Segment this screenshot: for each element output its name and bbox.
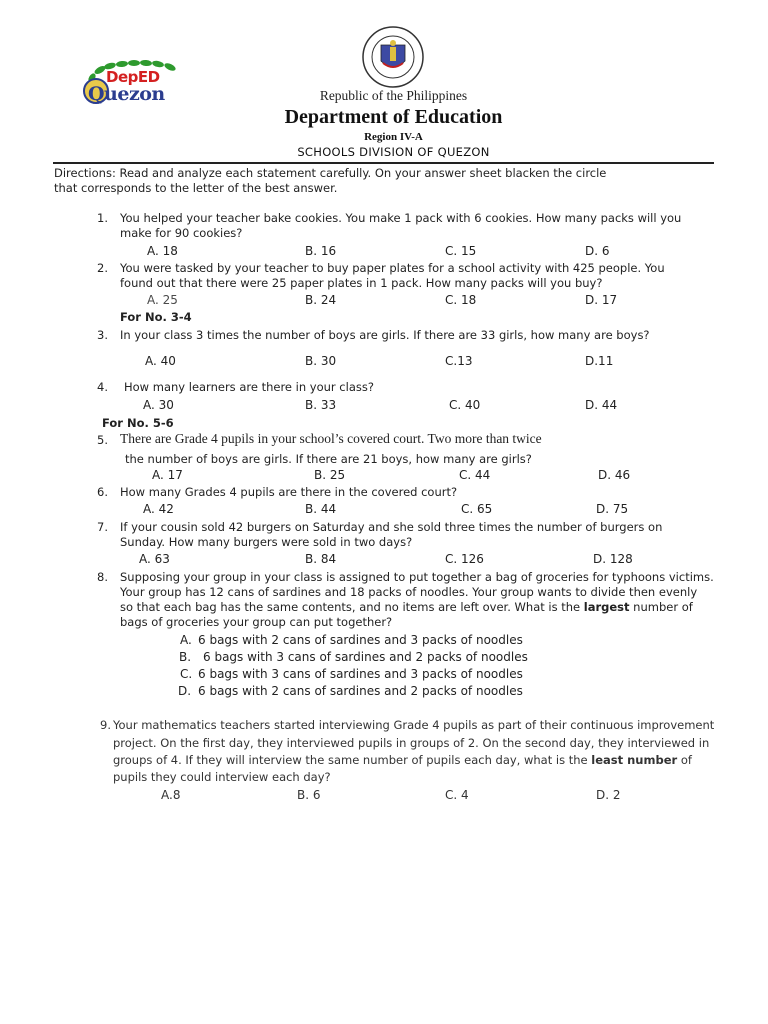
question-text-line: If your cousin sold 42 burgers on Saturday and she sold three times the number of burgers on xyxy=(120,520,663,534)
deped-logo-text: DepED xyxy=(106,68,160,86)
option-d[interactable]: D. 128 xyxy=(593,552,633,566)
emphasis-word: least number xyxy=(591,753,678,767)
option-a[interactable]: A. 42 xyxy=(143,502,174,516)
option-d[interactable]: D. 2 xyxy=(596,788,621,802)
question-text-line xyxy=(120,600,693,614)
option-a[interactable]: 6 bags with 2 cans of sardines and 3 packs of noodles xyxy=(198,633,523,647)
question-number: 3. xyxy=(97,328,108,342)
option-d[interactable]: D. 6 xyxy=(585,244,610,258)
option-d[interactable]: D. 44 xyxy=(585,398,618,412)
region-label: Region IV-A xyxy=(364,131,423,143)
option-b[interactable]: B. 24 xyxy=(305,293,337,307)
group-label: For No. 5-6 xyxy=(102,416,174,430)
option-a[interactable]: A. 18 xyxy=(147,244,178,258)
quezon-logo-text: Quezon xyxy=(88,83,165,105)
question-text-line: Your mathematics teachers started interviewing Grade 4 pupils as part of their continuous improvement xyxy=(113,718,715,732)
option-a[interactable]: A. 40 xyxy=(145,354,176,368)
emphasis-word: largest xyxy=(583,600,630,614)
option-d[interactable]: D. 17 xyxy=(585,293,618,307)
option-b[interactable]: B. 25 xyxy=(314,468,346,482)
option-b[interactable]: B. 84 xyxy=(305,552,337,566)
question-text-line: make for 90 cookies? xyxy=(120,226,243,240)
option-b[interactable]: B. 30 xyxy=(305,354,337,368)
question-text-line: You helped your teacher bake cookies. You make 1 pack with 6 cookies. How many packs will you xyxy=(120,211,682,225)
question-text-line: project. On the first day, they interviewed pupils in groups of 2. On the second day, they interviewed in xyxy=(113,736,710,750)
option-c[interactable]: C. 40 xyxy=(449,398,481,412)
question-number: 6. xyxy=(97,485,108,499)
question-number: 1. xyxy=(97,211,108,225)
option-d[interactable]: D.11 xyxy=(585,354,614,368)
directions-line-1: Directions: Read and analyze each statement carefully. On your answer sheet blacken the circle xyxy=(54,166,607,180)
option-d[interactable]: 6 bags with 2 cans of sardines and 2 packs of noodles xyxy=(198,684,523,698)
option-a[interactable]: A. 17 xyxy=(152,468,183,482)
question-text-line: the number of boys are girls. If there are 21 boys, how many are girls? xyxy=(125,452,532,466)
option-c[interactable]: C. 126 xyxy=(445,552,484,566)
republic-label: Republic of the Philippines xyxy=(319,88,468,103)
option-a[interactable]: A. 25 xyxy=(147,293,178,307)
text-segment: so that each bag has the same contents, and no items are left over. What is the xyxy=(120,600,584,614)
option-c[interactable]: C. 44 xyxy=(459,468,491,482)
option-a[interactable]: A.8 xyxy=(161,788,181,802)
option-c[interactable]: C. 18 xyxy=(445,293,477,307)
option-b[interactable]: 6 bags with 3 cans of sardines and 2 packs of noodles xyxy=(203,650,528,664)
option-a-letter: A. xyxy=(180,633,192,647)
question-text-line: Your group has 12 cans of sardines and 18 packs of noodles. Your group wants to divide then evenly xyxy=(120,585,698,599)
question-text-line: pupils they could interview each day? xyxy=(113,770,331,784)
option-a[interactable]: A. 63 xyxy=(139,552,170,566)
text-segment: of xyxy=(677,753,692,767)
department-title: Department of Education xyxy=(284,106,503,128)
question-number: 7. xyxy=(97,520,108,534)
question-text-line: found out that there were 25 paper plates in 1 pack. How many packs will you buy? xyxy=(120,276,603,290)
option-c[interactable]: C.13 xyxy=(445,354,473,368)
option-c-letter: C. xyxy=(180,667,193,681)
question-text-line: Supposing your group in your class is assigned to put together a bag of groceries for typhoons victims. xyxy=(120,570,714,584)
question-text-line: There are Grade 4 pupils in your school’s covered court. Two more than twice xyxy=(120,431,542,446)
question-number: 8. xyxy=(97,570,108,584)
text-segment: number of xyxy=(629,600,693,614)
division-label: SCHOOLS DIVISION OF QUEZON xyxy=(297,145,490,159)
question-text-line: Sunday. How many burgers were sold in two days? xyxy=(120,535,413,549)
question-text-line: How many learners are there in your class? xyxy=(124,380,374,394)
question-text-line: You were tasked by your teacher to buy paper plates for a school activity with 425 people. You xyxy=(120,261,665,275)
deped-seal xyxy=(359,25,427,89)
option-b[interactable]: B. 6 xyxy=(297,788,321,802)
option-c[interactable]: C. 65 xyxy=(461,502,493,516)
directions-line-2: that corresponds to the letter of the best answer. xyxy=(54,181,338,195)
option-b[interactable]: B. 44 xyxy=(305,502,337,516)
question-number: 4. xyxy=(97,380,108,394)
option-d-letter: D. xyxy=(178,684,192,698)
option-d[interactable]: D. 46 xyxy=(598,468,631,482)
option-b[interactable]: B. 33 xyxy=(305,398,337,412)
question-text-line: How many Grades 4 pupils are there in the covered court? xyxy=(120,485,458,499)
question-number: 2. xyxy=(97,261,108,275)
option-b-letter: B. xyxy=(179,650,192,664)
option-c[interactable]: 6 bags with 3 cans of sardines and 3 packs of noodles xyxy=(198,667,523,681)
option-c[interactable]: C. 15 xyxy=(445,244,477,258)
question-text-line xyxy=(113,753,692,767)
option-d[interactable]: D. 75 xyxy=(596,502,629,516)
question-number: 5. xyxy=(97,433,108,447)
group-label: For No. 3-4 xyxy=(120,310,192,324)
option-c[interactable]: C. 4 xyxy=(445,788,469,802)
question-text-line: bags of groceries your group can put together? xyxy=(120,615,393,629)
question-number: 9. xyxy=(100,718,111,732)
option-b[interactable]: B. 16 xyxy=(305,244,337,258)
option-a[interactable]: A. 30 xyxy=(143,398,174,412)
question-text-line: In your class 3 times the number of boys are girls. If there are 33 girls, how many are boys? xyxy=(120,328,650,342)
text-segment: groups of 4. If they will interview the same number of pupils each day, what is the xyxy=(113,753,592,767)
header-divider xyxy=(53,162,714,164)
